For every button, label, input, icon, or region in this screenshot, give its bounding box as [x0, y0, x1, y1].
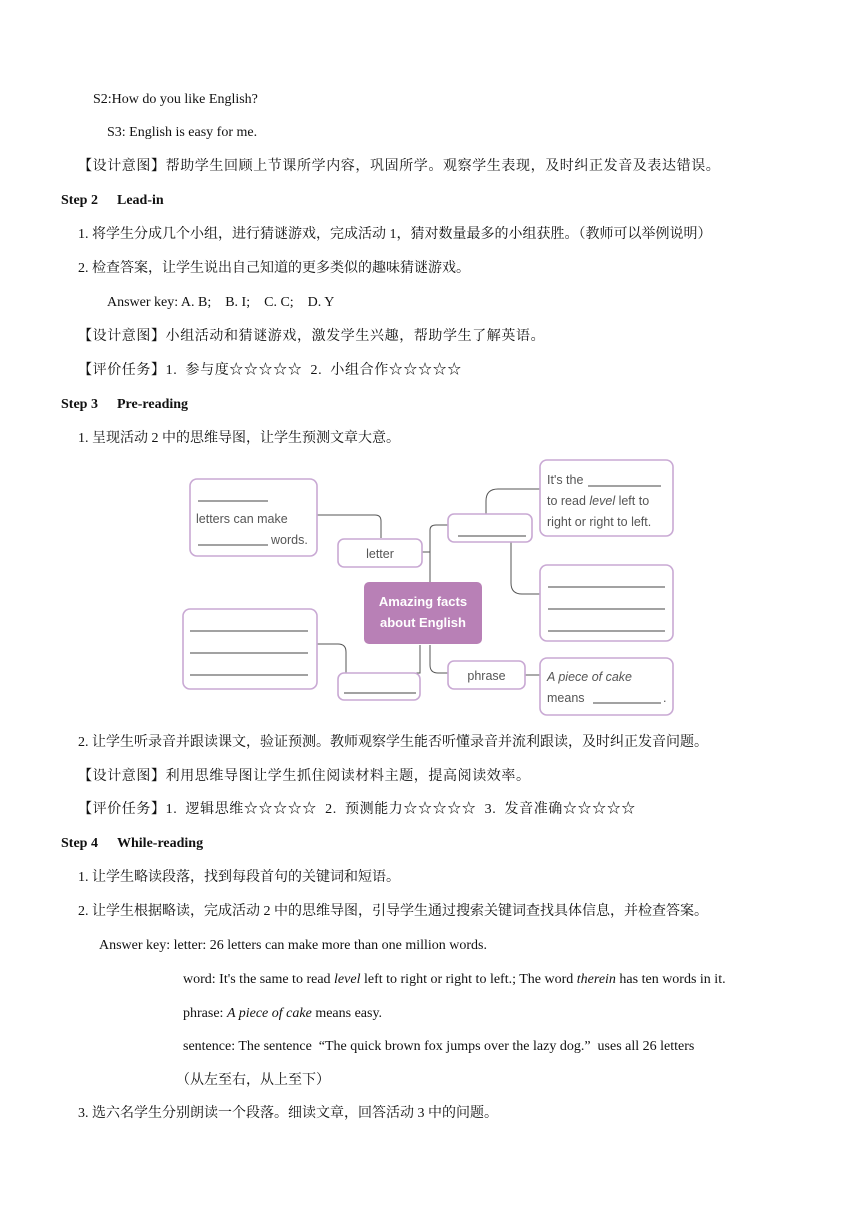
letter-box-text: letters can make: [196, 512, 288, 526]
design-intent-3: 【设计意图】利用思维导图让学生抓住阅读材料主题，提高阅读效率。: [78, 769, 531, 784]
step-2-heading: [61, 192, 164, 210]
step-4-item-2: 2. 让学生根据略读，完成活动 2 中的思维导图，引导学生通过搜索关键词查找具体信息，并检查答案。: [78, 904, 708, 919]
connector-center-phrase: [430, 645, 448, 673]
connector-word-bottom-box: [511, 542, 540, 594]
step-2-item-1: 1. 将学生分成几个小组，进行猜谜游戏，完成活动 1，猜对数量最多的小组获胜。（教师可以举例说明）: [78, 227, 712, 242]
connector-word-top-box: [486, 489, 540, 514]
sentence-detail-box: [183, 609, 317, 689]
center-topic-box: [364, 582, 482, 644]
phrase-box-line-1: A piece of cake: [547, 670, 633, 684]
step-3-item-1: 1. 呈现活动 2 中的思维导图，让学生预测文章大意。: [78, 431, 400, 446]
word-top-line-3: right or right to left.: [547, 515, 652, 529]
answer-key-order-note: （从左至右，从上至下）: [176, 1073, 330, 1088]
phrase-detail-box: [540, 658, 673, 715]
dialogue-s3: S3: English is easy for me.: [107, 125, 258, 140]
step-2-item-2: 2. 检查答案，让学生说出自己知道的更多类似的趣味猜谜游戏。: [78, 261, 470, 276]
evaluation-task-3: 【评价任务】1. 逻辑思维☆☆☆☆☆ 2. 预测能力☆☆☆☆☆ 3. 发音准确☆☆☆☆☆: [78, 802, 636, 817]
step-4-heading: [61, 835, 203, 853]
design-intent-1: 【设计意图】帮助学生回顾上节课所学内容，巩固所学。观察学生表现，及时纠正发音及表达错误。: [78, 159, 721, 174]
design-intent-2: 【设计意图】小组活动和猜谜游戏，激发学生兴趣，帮助学生了解英语。: [78, 329, 546, 344]
evaluation-task-2: 【评价任务】1. 参与度☆☆☆☆☆ 2. 小组合作☆☆☆☆☆: [78, 363, 462, 378]
letter-box-words: words.: [271, 533, 308, 547]
step-4-title: While-reading: [117, 836, 204, 851]
phrase-box-line-2: means: [547, 691, 585, 705]
connector-letter-box: [317, 515, 381, 538]
word-detail-box-bottom: [540, 565, 673, 641]
center-topic-line-2: about English: [380, 615, 466, 630]
word-node: [448, 514, 532, 542]
phrase-box-period: .: [663, 691, 667, 705]
step-2-title: Lead-in: [117, 193, 164, 208]
answer-key-sentence: sentence: The sentence “The quick brown fox jumps over the lazy dog.” uses all 26 letters: [183, 1039, 695, 1054]
connector-sentence-center: [414, 645, 420, 673]
answer-key-letter: Answer key: letter: 26 letters can make more than one million words.: [99, 938, 488, 953]
word-top-line-2: to read level left to: [547, 494, 650, 508]
step-3-item-2: 2. 让学生听录音并跟读课文，验证预测。教师观察学生能否听懂录音并流利跟读，及时纠正发音问题。: [78, 735, 708, 750]
connector-letter-center: [422, 552, 430, 582]
step-2-answer-key: Answer key: A. B; B. I; C. C; D. Y: [107, 295, 335, 310]
phrase-node-label: phrase: [467, 669, 506, 683]
connector-center-word: [430, 525, 448, 582]
connector-sentence-box: [317, 644, 346, 673]
step-4-number: Step 4: [61, 836, 98, 851]
step-4-item-1: 1. 让学生略读段落，找到每段首句的关键词和短语。: [78, 870, 400, 885]
answer-key-phrase: phrase: A piece of cake means easy.: [183, 1006, 383, 1021]
step-4-item-3: 3. 选六名学生分别朗读一个段落。细读文章，回答活动 3 中的问题。: [78, 1106, 498, 1121]
answer-key-word: word: It's the same to read level left to right or right to left.; The word therein has ten words in it.: [183, 972, 726, 987]
center-topic-line-1: Amazing facts: [378, 594, 468, 609]
step-2-number: Step 2: [61, 193, 98, 208]
dialogue-s2: S2:How do you like English?: [93, 92, 258, 107]
step-3-number: Step 3: [61, 397, 98, 412]
word-top-line-1: It's the: [547, 473, 584, 487]
step-3-title: Pre-reading: [117, 397, 189, 412]
mind-map: [178, 455, 678, 719]
letter-node-label: letter: [366, 547, 394, 561]
sentence-node: [338, 673, 420, 700]
step-3-heading: [61, 396, 188, 414]
